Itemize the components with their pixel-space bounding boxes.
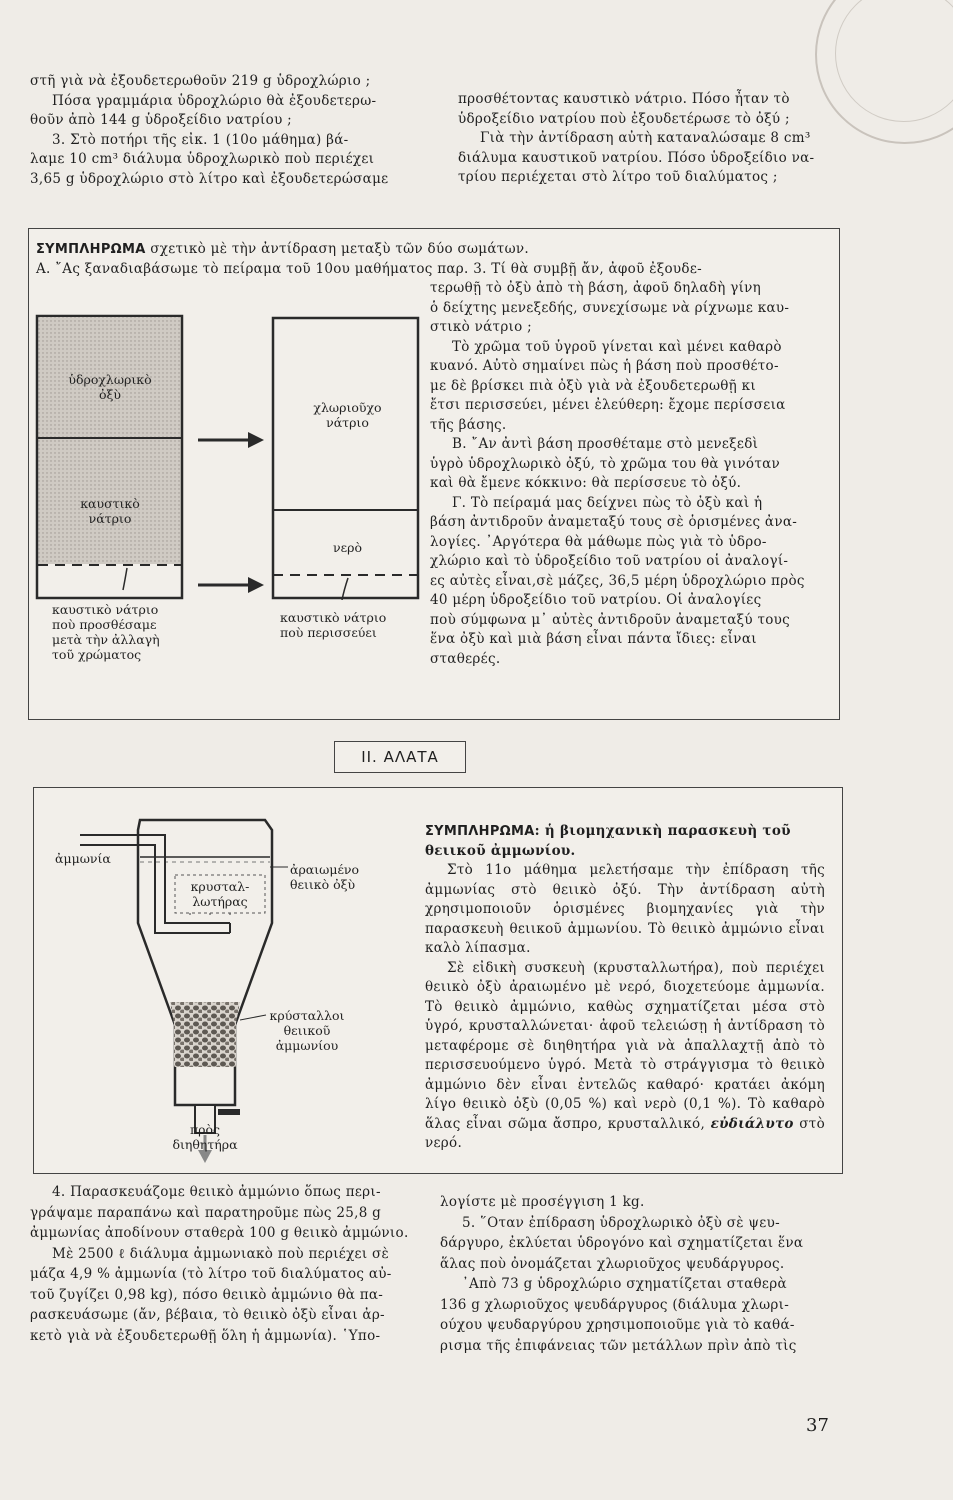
text-line: στῆ γιὰ νὰ ἐξουδετερωθοῦν 219 g ὑδροχλώριο ; [30, 73, 371, 89]
text-line: σταθερές. [430, 650, 501, 667]
text-line: χλωριοῦχο [313, 400, 382, 415]
box1-heading-bold: ΣΥΜΠΛΗΡΩΜΑ [36, 242, 146, 257]
caption-left [52, 602, 162, 662]
text-line: ἀμμωνίας ἀποδίνουν σταθερὰ 100 g θειικὸ ἀμμώνιο. [30, 1225, 409, 1241]
text-line: ὑδροξείδιο νατρίου ποὺ ἐξουδετέρωσε τὸ ὀξύ ; [458, 110, 790, 127]
text-line: θειικοῦ [283, 1023, 331, 1038]
text-line: με δὲ βρίσκει πιὰ ὀξὺ γιὰ νὰ ἐξουδετερωθῇ κι [430, 377, 756, 394]
text-line: δάργυρο, ἐκλύεται ὑδρογόνο καὶ σχηματίζεται ἕνα [440, 1235, 804, 1251]
text-line: ἅλας ποὺ ὀνομάζεται χλωριοῦχος ψευδάργυρος. [440, 1255, 785, 1272]
arrow-right-icon [248, 577, 264, 593]
text-line: Τὸ χρῶμα τοῦ ὑγροῦ γίνεται καὶ μένει καθαρὸ [452, 338, 782, 355]
to-filter-label [160, 1122, 250, 1152]
text-line: λογίες. ᾿Αργότερα θὰ μάθωμε πὼς γιὰ τὸ ὑδρο- [430, 533, 767, 550]
text-line: ὀξὺ [98, 387, 121, 402]
text-line: Πόσα γραμμάρια ὑδροχλώριο θὰ ἐξουδετερω- [52, 92, 377, 109]
bottom-left-column [30, 1182, 425, 1346]
text-line: τρίου περιέχεται στὸ λίτρο τοῦ διαλύματος ; [458, 169, 778, 185]
text-line: ὁ δείχτης μενεξεδής, συνεχίσωμε νὰ ρίχνωμε καυ- [430, 299, 790, 316]
acid-label [40, 372, 180, 402]
text-line: λογίστε μὲ προσέγγιση 1 kg. [440, 1194, 645, 1210]
beaker-right [273, 318, 418, 598]
box2-paragraph: Σὲ εἰδικὴ συσκευὴ (κρυσταλλωτήρα), ποὺ περιέχει θειικὸ ὀξὺ ἀραιωμένο μὲ νερό, διοχετεύομε ἀμμωνία. Τὸ θειικὸ ἀμμώνιο, καθὼς σχηματίζεται μέσα στὸ ὑγρό, κρυσταλλώνεται· ἀφοῦ τελειώσῃ ἡ ἀντίδραση τὸ μεταφέρομε σὲ διηθητήρα γιὰ νὰ ἀπαλλαχτῇ ἀπὸ τὸ περισσευούμενο ὑγρό. Μετὰ τὸ στράγγισμα τὸ θειικὸ ἀμμώνιο δὲν εἶναι ἐντελῶς καθαρό· κρατάει ἀκόμη λίγο θειικὸ ὀξὺ (0,05 %) καὶ νερὸ (0,1 %). Τὸ καθαρὸ ἅλας εἶναι σῶμα ἄσπρο, κρυσταλλικό, [425, 959, 825, 1132]
text-line: βάση ἀντιδροῦν ἀναμεταξύ τους σὲ ὁρισμένες ἀνα- [430, 514, 798, 530]
text-line: 3,65 g ὑδροχλώριο στὸ λίτρο καὶ ἐξουδετερώσαμε [30, 170, 389, 187]
section-title: II. ΑΛΑΤΑ [334, 741, 466, 773]
box1-heading [36, 240, 836, 279]
text-line: μετὰ τὴν ἀλλαγὴ [52, 632, 160, 647]
box2-text [425, 822, 825, 1154]
arrow-right-icon [248, 432, 264, 448]
text-line: 40 μέρη ὑδροξείδιο τοῦ νατρίου. Οἱ ἀναλογίες [430, 592, 762, 608]
crystals-mass [170, 1002, 240, 1067]
caption-right [280, 610, 390, 640]
text-line: Γ. Τὸ πείραμά μας δείχνει πὼς τὸ ὀξὺ καὶ ἡ [452, 494, 763, 511]
text-line: ἀμμωνίου [275, 1038, 339, 1053]
text-line: Γιὰ τὴν ἀντίδραση αὐτὴ καταναλώσαμε 8 cm³ [480, 130, 811, 146]
box1-line-a: Α. ῎Ας ξαναδιαβάσωμε τὸ πείραμα τοῦ 10ου μαθήματος παρ. 3. Τί θὰ συμβῇ ἄν, ἀφοῦ ἐξουδε- [36, 260, 703, 277]
text-line: διηθητήρα [172, 1137, 238, 1152]
text-line: κετὸ γιὰ νὰ ἐξουδετερωθῇ ὅλη ἡ ἀμμωνία). ῾Υπο- [30, 1327, 381, 1344]
text-line: καυστικὸ νάτριο [52, 602, 159, 617]
text-line: κρυσταλ- [190, 879, 250, 894]
text-line: τοῦ χρώματος [52, 647, 142, 662]
diluted-acid-label [290, 862, 370, 892]
text-line: Β. ῎Αν ἀντὶ βάση προσθέταμε στὸ μενεξεδὶ [452, 436, 759, 452]
text-line: ἀραιωμένο [290, 862, 360, 877]
box1-right-text [430, 279, 830, 669]
text-line: ἔτσι περισσεύει, μένει ἐλεύθερη: ἔχομε περίσσεια [430, 397, 786, 413]
crystals-label [262, 1008, 352, 1053]
water-label: νερὸ [333, 540, 362, 555]
text-line: 3. Στὸ ποτήρι τῆς εἰκ. 1 (10ο μάθημα) βά- [52, 131, 349, 148]
valve-handle [218, 1109, 240, 1115]
text-line: καυστικὸ νάτριο [280, 610, 387, 625]
top-left-column [30, 72, 425, 189]
text-line: 4. Παρασκευάζομε θειικὸ ἀμμώνιο ὅπως περι- [52, 1184, 381, 1200]
text-line: χλώριο καὶ τὸ ὑδροξείδιο τοῦ νατρίου οἱ ἀναλογί- [430, 553, 789, 569]
page-number: 37 [806, 1415, 829, 1436]
text-line: καὶ θὰ ἔμενε κόκκινο: θὰ περίσσευε τὸ ὀξύ. [430, 475, 742, 491]
text-line: στικὸ νάτριο ; [430, 319, 533, 335]
text-line: τοῦ ζυγίζει 0,98 kg), πόσο θειικὸ ἀμμώνιο θὰ πα- [30, 1286, 384, 1303]
ammonia-label: ἀμμωνία [55, 851, 111, 866]
text-line: κρύσταλλοι [269, 1008, 345, 1023]
top-right-column [458, 90, 828, 188]
text-line: προσθέτοντας καυστικὸ νάτριο. Πόσο ἦταν τὸ [458, 91, 790, 107]
text-line: ἕνα ὀξὺ καὶ μιὰ βάση εἶναι πάντα ἴδιες: εἶναι [430, 631, 757, 647]
text-line: θοῦν ἀπὸ 144 g ὑδροξείδιο νατρίου ; [30, 112, 293, 128]
text-line: τῆς βάσης. [430, 416, 507, 433]
bottom-right-column [440, 1192, 835, 1356]
text-line: διάλυμα καυστικοῦ νατρίου. Πόσο ὑδροξείδιο να- [458, 149, 815, 166]
text-line: κυανό. Αὐτὸ σημαίνει πὼς ἡ βάση ποὺ προσθέτο- [430, 358, 779, 374]
crystallizer-label [176, 879, 264, 909]
text-line: Μὲ 2500 ℓ διάλυμα ἀμμωνιακὸ ποὺ περιέχει σὲ [52, 1245, 390, 1262]
text-line: ποὺ σύμφωνα μ᾿ αὐτὲς ἀντιδροῦν ἀναμεταξύ τους [430, 611, 791, 628]
text-line: 136 g χλωριοῦχος ψευδάργυρος (διάλυμα χλωρι- [440, 1296, 790, 1313]
text-line: λαμε 10 cm³ διάλυμα ὑδροχλωρικὸ ποὺ περιέχει [30, 151, 375, 167]
box2-tail: στὸ νερό. [425, 1115, 825, 1151]
text-line: 5. ῞Οταν ἐπίδραση ὑδροχλωρικὸ ὀξὺ σὲ ψευ- [462, 1214, 780, 1231]
text-line: ᾿Απὸ 73 g ὑδροχλώριο σχηματίζεται σταθερὰ [462, 1276, 787, 1292]
text-line: θειικὸ ὀξὺ [290, 877, 356, 892]
box2-heading-rest: : ἡ βιομηχανικὴ παρασκευὴ τοῦ θειικοῦ ἀμμωνίου. [425, 823, 791, 859]
text-line: ποὺ περισσεύει [280, 625, 377, 640]
text-line: ρασκευάσωμε (ἄν, βέβαια, τὸ θειικὸ ὀξὺ εἶναι ἀρ- [30, 1307, 385, 1323]
text-line: ὑδροχλωρικὸ [68, 372, 152, 387]
text-line: τερωθῇ τὸ ὀξὺ ἀπὸ τὴ βάση, ἀφοῦ δηλαδὴ γίνη [430, 280, 762, 296]
text-line: ὑγρὸ ὑδροχλωρικὸ ὀξύ, τὸ χρῶμα του θὰ γινόταν [430, 455, 781, 472]
text-line: μάζα 4,9 % ἀμμωνία (τὸ λίτρο τοῦ διαλύματος αὐ- [30, 1266, 392, 1282]
base-label [40, 496, 180, 526]
text-line: πρὸς [189, 1122, 221, 1137]
box2-italic-word: εὐδιάλυτο [710, 1115, 794, 1132]
box2-heading-bold: ΣΥΜΠΛΗΡΩΜΑ [425, 824, 535, 839]
text-line: νάτριο [326, 415, 369, 430]
text-line: ποὺ προσθέσαμε [52, 617, 157, 632]
text-line: ες αὐτὲς εἶναι,σὲ μάζες, 36,5 μέρη ὑδροχλώριο πρὸς [430, 572, 805, 589]
text-line: γράψαμε παραπάνω καὶ παρατηροῦμε πὼς 25,8 g [30, 1204, 382, 1221]
box1-heading-rest: σχετικὸ μὲ τὴν ἀντίδραση μεταξὺ τῶν δύο σωμάτων. [150, 241, 529, 257]
text-line: ούχου ψευδαργύρου χρησιμοποιοῦμε γιὰ τὸ καθά- [440, 1317, 795, 1333]
box2-paragraph: Στὸ 11ο μάθημα μελετήσαμε τὴν ἐπίδραση τῆς ἀμμωνίας στὸ θειικὸ ὀξύ. Τὴν ἀντίδραση αὐτὴ χρησιμοποιοῦν ὁρισμένες βιομηχανίες γιὰ τὴν παρασκευὴ θειικοῦ ἀμμωνίου. Τὸ θειικὸ ἀμμώνιο εἶναι καλὸ λίπασμα. [425, 862, 825, 956]
chloride-label [275, 400, 420, 430]
text-line: ρισμα τῆς ἐπιφάνειας τῶν μετάλλων πρὶν ἀπὸ τὶς [440, 1337, 797, 1354]
text-line: λωτήρας [192, 894, 248, 909]
text-line: νάτριο [88, 511, 132, 526]
text-line: καυστικὸ [80, 496, 140, 511]
neutralization-diagram [30, 300, 430, 600]
